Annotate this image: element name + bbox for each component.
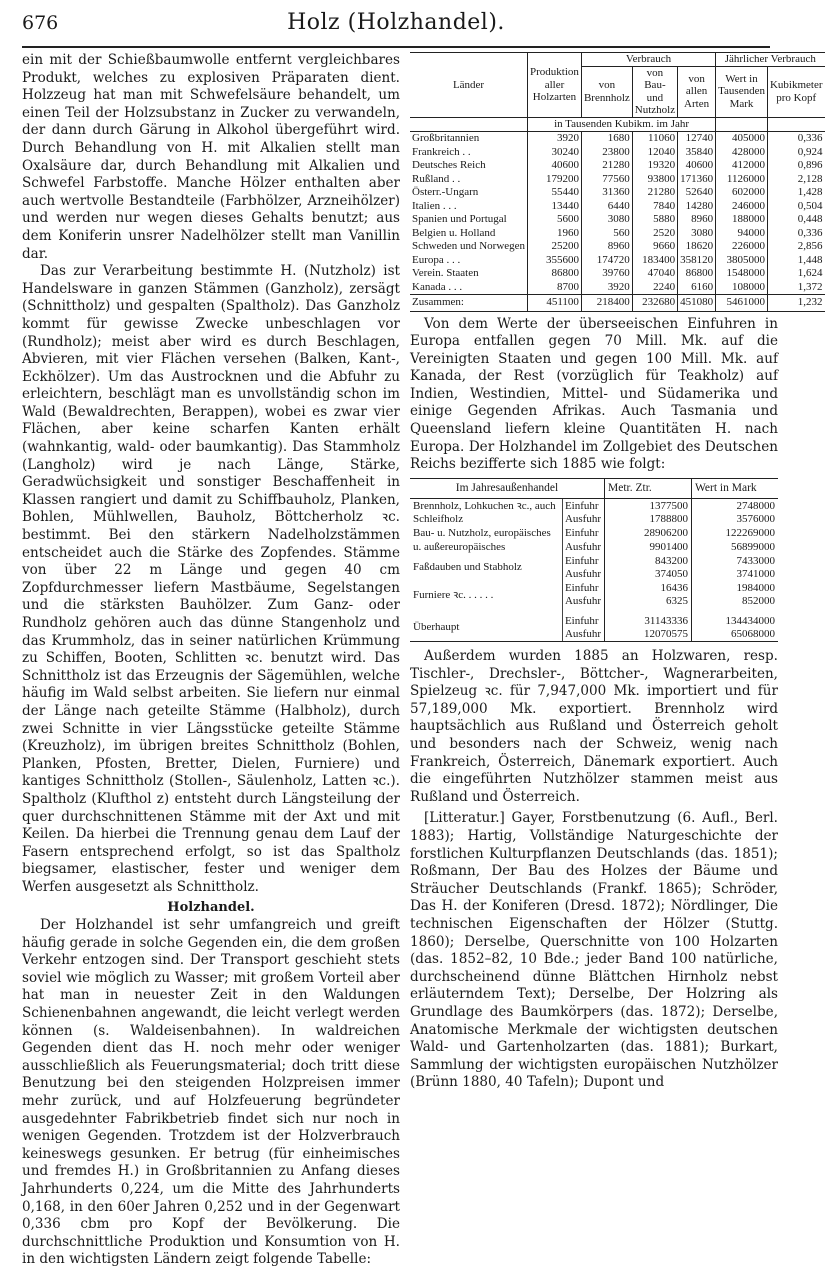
table-cell: 94000: [716, 227, 768, 241]
table-row: [410, 526, 778, 540]
production-table: [410, 52, 825, 312]
table-cell: 0,896: [767, 159, 824, 173]
table-cell: 358120: [678, 254, 716, 268]
table-row: [410, 200, 825, 214]
col-header-value: Wert in Mark: [692, 478, 779, 498]
table-row: [410, 173, 825, 187]
direction-label: Einfuhr: [562, 526, 604, 540]
table-cell: 246000: [716, 200, 768, 214]
col-header-alle: von allen Arten: [678, 66, 716, 117]
table-cell: 28906200: [605, 526, 692, 540]
table-cell: 11060: [632, 132, 677, 146]
table-cell: 1984000: [692, 581, 779, 595]
section-heading: Holzhandel.: [167, 899, 255, 915]
table-total-row: [410, 295, 825, 312]
table-cell: 3920: [528, 132, 582, 146]
table-cell: 40600: [528, 159, 582, 173]
table-cell: 77560: [581, 173, 632, 187]
row-label: Überhaupt: [410, 609, 562, 642]
table-cell: 18620: [678, 240, 716, 254]
table-cell: 6325: [605, 595, 692, 608]
table-cell: 0,336: [767, 227, 824, 241]
table-row: [410, 227, 825, 241]
table-cell: 7840: [632, 200, 677, 214]
table-cell: 2240: [632, 281, 677, 295]
row-label: Großbritannien: [412, 132, 480, 144]
paragraph: Außerdem wurden 1885 an Holzwaren, resp. Tischler-, Drechsler-, Böttcher-, Wagnerarbeiten, Spielzeug ꝛc. für 7,947,000 Mk. importiert und für 57,189,000 Mk. exportiert. Brennholz wird hauptsächlich aus Rußland und Österreich geholt und besonders nach der Schweiz, wenig nach Frankreich, Österreich, Dänemark exportiert. Auch die eingeführten Nutzhölzer stammen meist aus Rußland und Österreich.: [410, 648, 778, 805]
table-cell: 8960: [581, 240, 632, 254]
table-cell: 428000: [716, 146, 768, 160]
row-label: Furniere ꝛc. . . . . .: [413, 588, 494, 601]
table-cell: 1,232: [767, 295, 824, 312]
table-cell: 3920: [581, 281, 632, 295]
table-cell: 1377500: [605, 499, 692, 514]
table-cell: 0,448: [767, 213, 824, 227]
page-number: 676: [22, 12, 59, 34]
direction-label: Ausfuhr: [562, 595, 604, 608]
table-row: [410, 609, 778, 628]
trade-table: [410, 478, 778, 642]
direction-label: Ausfuhr: [562, 513, 604, 526]
table-cell: 55440: [528, 186, 582, 200]
page-title: Holz (Holzhandel).: [287, 10, 505, 35]
table-cell: 1126000: [716, 173, 768, 187]
table-cell: 35840: [678, 146, 716, 160]
table-cell: 0,924: [767, 146, 824, 160]
table-cell: 134434000: [692, 609, 779, 628]
row-label: Zusammen:: [410, 295, 528, 312]
table-cell: 843200: [605, 554, 692, 568]
table-cell: 12040: [632, 146, 677, 160]
table-cell: 1548000: [716, 267, 768, 281]
table-cell: 25200: [528, 240, 582, 254]
col-header-bauholz: von Bau- und Nutzholz: [632, 66, 677, 117]
paragraph: Das zur Verarbeitung bestimmte H. (Nutzholz) ist Handelsware in ganzen Stämmen (Ganzholz), zersägt (Schnittholz) und gespalten (Spaltholz). Das Ganzholz kommt für gewisse Zwecke unbeschlagen vor (Rundholz); meist aber wird es durch Beschlagen, Abvieren, mit vier Flächen versehen (Balken, Kant-, Eckhölzer). Um das Austrocknen und die Abfuhr zu erleichtern, beschlägt man es unvollständig schon im Wald (Bewaldrechten, Berappen), wobei es zwar vier Flächen, aber keine scharfen Kanten erhält (wahnkantig, wald- oder baumkantig). Das Stammholz (Langholz) wird je nach Länge, Stärke, Geradwüchsigkeit und sonstiger Beschaffenheit in Klassen rangiert und damit zu Schiffbauholz, Planken, Bohlen, Mühlwellen, Bauholz, Böttcherholz ꝛc. bestimmt. Bei den stärkern Nadelholzstämmen entscheidet auch die Stärke des Zopfendes. Stämme von über 22 m Länge und gegen 40 cm Zopfdurchmesser liefern Mastbäume, Segelstangen und die stärksten Bauhölzer. Zum Ganz- oder Rundholz gehören auch das dünne Stangenholz und das Krummholz, das in seiner natürlichen Krümmung zu Schiffen, Booten, Schlitten ꝛc. benutzt wird. Das Schnittholz ist das Erzeugnis der Sägemühlen, welche häufig im Wald selbst arbeiten. Sie liefern nur einmal der Länge nach geteilte Stämme (Halbholz), durch zwei Schnitte in vier Längsstücke geteilte Stämme (Kreuzholz), im übrigen breites Schnittholz (Bohlen, Planken, Pfosten, Bretter, Dielen, Furniere) und kantiges Schnittholz (Stollen-, Säulenholz, Latten ꝛc.). Spaltholz (Klufthol z) entsteht durch Längsteilung der quer durchschnittenen Stämme mit der Axt und mit Keilen. Da hierbei die Trennung genau dem Lauf der Fasern entsprechend erfolgt, so ist das Spaltholz biegsamer, elastischer, fester und weniger dem Werfen ausgesetzt als Schnittholz.: [22, 263, 400, 895]
table-cell: 52640: [678, 186, 716, 200]
left-column: [22, 52, 400, 1269]
table-cell: 31360: [581, 186, 632, 200]
direction-label: Einfuhr: [562, 499, 604, 514]
col-header-quantity: Metr. Ztr.: [605, 478, 692, 498]
table-cell: 5880: [632, 213, 677, 227]
table-cell: 14280: [678, 200, 716, 214]
table-cell: 226000: [716, 240, 768, 254]
table-cell: 3805000: [716, 254, 768, 268]
direction-label: Ausfuhr: [562, 541, 604, 554]
table-cell: 6160: [678, 281, 716, 295]
row-label: Italien . . .: [412, 199, 457, 212]
direction-label: Ausfuhr: [562, 628, 604, 642]
table-cell: 451080: [678, 295, 716, 312]
table-cell: 93800: [632, 173, 677, 187]
table-cell: 9660: [632, 240, 677, 254]
row-label: Europa . . .: [412, 253, 461, 266]
table-row: [410, 254, 825, 268]
table-cell: 3741000: [692, 568, 779, 581]
paragraph: ein mit der Schießbaumwolle entfernt vergleichbares Produkt, welches zu explosiven Präparaten dient. Holzzeug hat man mit Schwefelsäure behandelt, um einen Teil der Holzsubstanz in Zucker zu verwandeln, der dann durch Gärung in Alkohol übergeführt wird. Durch Behandlung von H. mit Alkalien stellt man Oxalsäure dar, durch Behandlung mit Alkalien und Schwefel Farbstoffe. Manche Hölzer enthalten aber auch wertvolle Bestandteile (Farbhölzer, Arzneihölzer) und werden nur wegen dieses Gehalts benutzt; aus dem Koniferin unsrer Nadelhölzer stellt man Vanillin dar.: [22, 52, 400, 262]
table-cell: 174720: [581, 254, 632, 268]
table-cell: 560: [581, 227, 632, 241]
table-cell: 5461000: [716, 295, 768, 312]
row-label: Frankreich . .: [412, 145, 471, 158]
col-header-produktion: Produktion aller Holzarten: [528, 53, 582, 118]
table-row: [410, 159, 825, 173]
table-cell: 3080: [581, 213, 632, 227]
table-cell: 9901400: [605, 541, 692, 554]
table-row: [410, 554, 778, 568]
table-cell: 232680: [632, 295, 677, 312]
table-cell: 23800: [581, 146, 632, 160]
row-label: Rußland . .: [412, 172, 461, 185]
table-cell: 2520: [632, 227, 677, 241]
col-header-laender: Länder: [452, 78, 485, 91]
table-cell: 65068000: [692, 628, 779, 642]
table-cell: 0,504: [767, 200, 824, 214]
table-cell: 40600: [678, 159, 716, 173]
table-cell: 39760: [581, 267, 632, 281]
row-label: Kanada . . .: [412, 280, 463, 293]
table-cell: 1,624: [767, 267, 824, 281]
right-column: [410, 52, 823, 1092]
table-cell: 2,128: [767, 173, 824, 187]
row-label: Bau- u. Nutzholz, europäisches u. außereuropäisches: [413, 527, 551, 553]
col-header-verbrauch: Verbrauch: [581, 53, 715, 67]
table-row: [410, 267, 825, 281]
table-cell: 183400: [632, 254, 677, 268]
col-header-category: Im Jahresaußenhandel: [410, 478, 605, 498]
table-cell: 405000: [716, 132, 768, 146]
table-row: [410, 499, 778, 514]
col-header-kubik: Kubikmeter pro Kopf: [767, 66, 824, 117]
table-cell: 1788800: [605, 513, 692, 526]
table-cell: 1960: [528, 227, 582, 241]
row-label: Verein. Staaten: [412, 267, 479, 279]
table-cell: 2,856: [767, 240, 824, 254]
table-cell: 218400: [581, 295, 632, 312]
table-cell: 7433000: [692, 554, 779, 568]
literature-text: Gayer, Forstbenutzung (6. Aufl., Berl. 1883); Hartig, Vollständige Naturgeschichte der forstlichen Kulturpflanzen Deutschlands (das. 1851); Roßmann, Der Bau des Holzes der Bäume und Sträucher Deutschlands (Frankf. 1865); Schröder, Das H. der Koniferen (Dresd. 1872); Nördlinger, Die technischen Eigenschaften der Hölzer (Stuttg. 1860); Derselbe, Querschnitte von 100 Holzarten (das. 1852–82, 10 Bde.; jeder Band 100 natürliche, durchscheinend dünne Blättchen Hirnholz nebst erläuterndem Text); Derselbe, Der Holzring als Grundlage des Baumkörpers (das. 1872); Derselbe, Anatomische Merkmale der wichtigsten deutschen Wald- und Gartenholzarten (das. 1881); Burkart, Sammlung der wichtigsten europäischen Nutzhölzer (Brünn 1880, 40 Tafeln); Dupont und: [410, 810, 778, 1091]
table-row: [410, 132, 825, 146]
table-cell: 412000: [716, 159, 768, 173]
literature-paragraph: [410, 810, 778, 1092]
row-label: Österr.-Ungarn: [412, 186, 479, 198]
table-cell: 188000: [716, 213, 768, 227]
direction-label: Ausfuhr: [562, 568, 604, 581]
table-cell: 86800: [678, 267, 716, 281]
table-cell: 31143336: [605, 609, 692, 628]
row-label: Deutsches Reich: [412, 159, 486, 171]
table-row: [410, 213, 825, 227]
table-cell: 19320: [632, 159, 677, 173]
row-label: Spanien und Portugal: [412, 213, 507, 225]
table-cell: 21280: [632, 186, 677, 200]
table-row: [410, 581, 778, 595]
table-cell: 13440: [528, 200, 582, 214]
row-label: Faßdauben und Stabholz: [413, 561, 522, 574]
table-cell: 86800: [528, 267, 582, 281]
table-cell: 8700: [528, 281, 582, 295]
table-cell: 30240: [528, 146, 582, 160]
production-table-body: [410, 132, 825, 312]
table-cell: 12070575: [605, 628, 692, 642]
header-rule: [22, 46, 770, 48]
table-cell: 16436: [605, 581, 692, 595]
table-cell: 602000: [716, 186, 768, 200]
table-cell: 108000: [716, 281, 768, 295]
table-cell: 8960: [678, 213, 716, 227]
table-cell: 3080: [678, 227, 716, 241]
table-cell: 852000: [692, 595, 779, 608]
table-cell: 1,372: [767, 281, 824, 295]
col-header-brennholz: von Brennholz: [581, 66, 632, 117]
table-cell: 47040: [632, 267, 677, 281]
literature-label: [Litteratur.]: [424, 810, 505, 827]
col-header-wert: Wert in Tausenden Mark: [716, 66, 768, 117]
table-cell: 179200: [528, 173, 582, 187]
table-cell: 56899000: [692, 541, 779, 554]
unit-label: in Tausenden Kubikm. im Jahr: [528, 117, 716, 132]
direction-label: Einfuhr: [562, 609, 604, 628]
row-label: Schweden und Norwegen: [412, 240, 526, 252]
table-cell: 374050: [605, 568, 692, 581]
paragraph: Der Holzhandel ist sehr umfangreich und greift häufig gerade in solche Gegenden ein, die dem großen Verkehr entzogen sind. Der Transport geschieht stets soviel wie möglich zu Wasser; mit großem Vorteil aber hat man in neuester Zeit in den Waldungen Schienenbahnen angewandt, die leicht verlegt werden können (s. Waldeisenbahnen). In waldreichen Gegenden dient das H. noch mehr oder weniger ausschließlich als Feuerungsmaterial; doch tritt diese Benutzung bei den steigenden Holzpreisen immer mehr zurück, und auf Holzfeuerung begründeter ausgedehnter Fabrikbetrieb findet sich nur noch in wenigen Gegenden. Trotzdem ist der Holzverbrauch keineswegs gesunken. Er betrug (für einheimisches und fremdes H.) in Großbritannien zu Anfang dieses Jahrhunderts 0,224, um die Mitte des Jahrhunderts 0,168, in den 60er Jahren 0,252 und in der Gegenwart 0,336 cbm pro Kopf der Bevölkerung. Die durchschnittliche Produktion und Konsumtion von H. in den wichtigsten Ländern zeigt folgende Tabelle:: [22, 917, 400, 1268]
table-row: [410, 281, 825, 295]
table-cell: 12740: [678, 132, 716, 146]
table-cell: 451100: [528, 295, 582, 312]
direction-label: Einfuhr: [562, 581, 604, 595]
table-cell: 3576000: [692, 513, 779, 526]
row-label: Brennholz, Lohkuchen ꝛc., auch Schleifholz: [413, 500, 556, 526]
table-cell: 171360: [678, 173, 716, 187]
table-cell: 1,448: [767, 254, 824, 268]
table-cell: 1,428: [767, 186, 824, 200]
table-cell: 6440: [581, 200, 632, 214]
col-header-jaehrlich: Jährlicher Verbrauch: [716, 53, 825, 67]
table-row: [410, 240, 825, 254]
page-header: [22, 10, 770, 50]
table-cell: 122269000: [692, 526, 779, 540]
table-cell: 2748000: [692, 499, 779, 514]
table-row: [410, 146, 825, 160]
table-cell: 355600: [528, 254, 582, 268]
trade-table-body: [410, 499, 778, 642]
table-row: [410, 186, 825, 200]
direction-label: Einfuhr: [562, 554, 604, 568]
row-label: Belgien u. Holland: [412, 226, 496, 239]
table-cell: 1680: [581, 132, 632, 146]
table-cell: 5600: [528, 213, 582, 227]
table-cell: 21280: [581, 159, 632, 173]
paragraph: Von dem Werte der überseeischen Einfuhren in Europa entfallen gegen 70 Mill. Mk. auf die Vereinigten Staaten und gegen 100 Mill. Mk. auf Kanada, der Rest (vorzüglich für Teakholz) auf Indien, Westindien, Mittel- und Südamerika und einige Gegenden Afrikas. Auch Tasmania und Queensland liefern kleine Quantitäten H. nach Europa. Der Holzhandel im Zollgebiet des Deutschen Reichs bezifferte sich 1885 wie folgt:: [410, 315, 778, 473]
table-cell: 0,336: [767, 132, 824, 146]
